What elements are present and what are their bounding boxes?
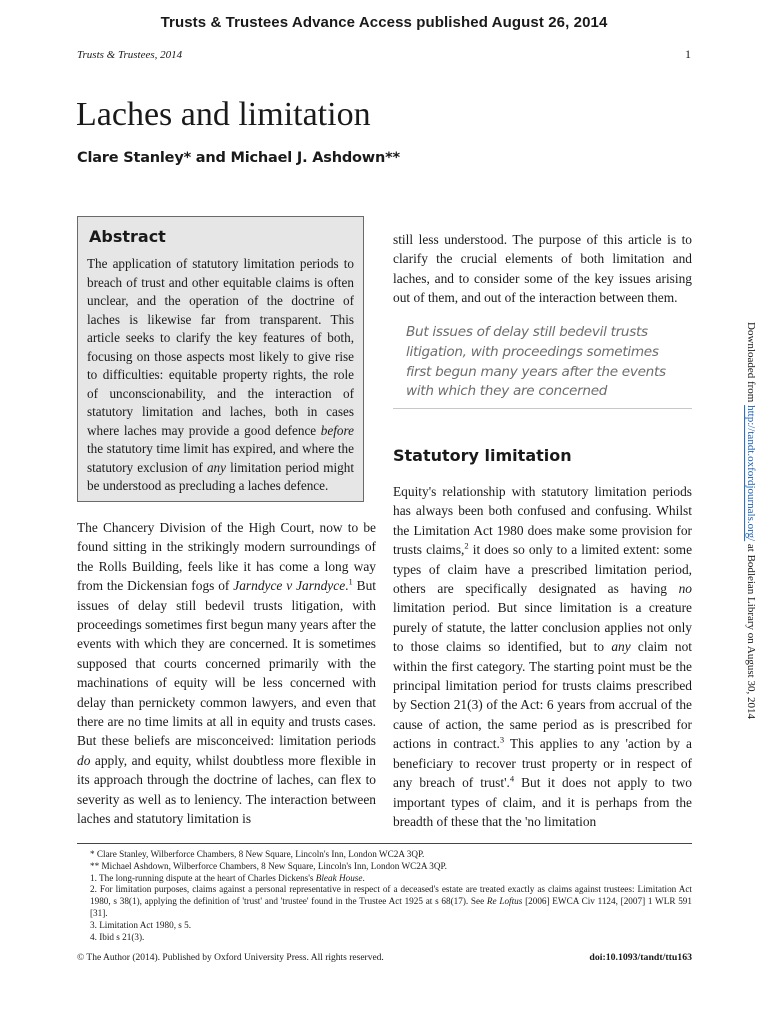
footnote-text: .	[362, 872, 365, 883]
footnote-ref-4[interactable]: 4	[509, 773, 515, 784]
footnote-ref-2[interactable]: 2	[464, 540, 469, 551]
body-text: apply, and equity, whilst doubtless more flexible in its approach through the doctrine of laches, can flex to severity as well as to leniency. The interaction between laches and statutory limitation is	[77, 752, 376, 827]
journal-year: , 2014	[154, 49, 183, 61]
pull-quote	[393, 315, 692, 409]
footnote-1	[77, 873, 692, 885]
footnote-text: [2006] EWCA Civ 1124, [2007] 1 WLR 591 [31].	[90, 896, 692, 918]
footnote-ref-3[interactable]: 3	[499, 734, 505, 745]
body-right-column	[393, 482, 692, 831]
abstract-heading: Abstract	[89, 227, 166, 246]
abstract-box	[77, 216, 364, 502]
abstract-emphasis: any	[206, 459, 226, 475]
pull-quote-text: But issues of delay still bedevil trusts litigation, with proceedings sometimes first begun many years after the events with which they are concerned	[406, 324, 666, 400]
footnote-ref-1[interactable]: 1	[348, 576, 353, 587]
running-head	[77, 49, 182, 61]
abstract-text-part: The application of statutory limitation periods to breach of trust and other equitable claims is often unclear, and the operation of the doctrine of laches is likewise far from transparent. This article seeks to clarify the key features of both, focusing on those aspects most likely to give rise to difficulties: equitable property rights, the role of unconscionability, and the interaction of statutory limitation and laches, both in cases where laches may provide a good defence	[87, 256, 354, 438]
body-text: But it does not apply to two important types of claim, and it is perhaps from the breadth of these that the 'no limitation	[393, 775, 692, 829]
article-authors: Clare Stanley* and Michael J. Ashdown**	[77, 150, 400, 166]
body-text: limitation period. But since limitation is a creature purely of statute, the latter conclusion applies not only to those claims so identified, but to	[393, 600, 692, 655]
footnote-title: Bleak House	[315, 872, 363, 883]
article-title: Laches and limitation	[76, 96, 371, 133]
footnotes	[77, 849, 692, 943]
body-text: it does so only to a limited extent: some types of claim have a prescribed limitation period, others are specifically designated as having	[393, 542, 693, 597]
footnote-3: 3. Limitation Act 1980, s 5.	[90, 919, 192, 930]
case-name: Jarndyce v Jarndyce	[233, 578, 346, 594]
journal-link[interactable]: http://tandt.oxfordjournals.org/	[745, 405, 757, 542]
abstract-text-part: limitation period might be understood as precluding a laches defence.	[87, 459, 354, 493]
body-emphasis: do	[77, 752, 91, 768]
footnote-author-2: ** Michael Ashdown, Wilberforce Chambers, 8 New Square, Lincoln's Inn, London WC2A 3QP.	[90, 860, 447, 871]
footnote-text: 1. The long-running dispute at the heart of Charles Dickens's	[90, 872, 316, 883]
body-right-column-top: still less understood. The purpose of this article is to clarify the crucial elements of both limitation and laches, and to consider some of the key issues arising out of them, and out of the interaction between them.	[393, 232, 692, 306]
footnote-4: 4. Ibid s 21(3).	[90, 931, 145, 942]
body-text: claim not within the first category. The starting point must be the principal limitation period for trusts claims prescribed by Section 21(3) of the Act: 6 years from accrual of the cause of action, the same period as is prescribed for actions in contract.	[393, 639, 692, 752]
footnote-2	[77, 884, 692, 919]
doi-label[interactable]: doi:10.1093/tandt/ttu163	[589, 952, 692, 963]
footnote-text: 2. For limitation purposes, claims against a personal representative in respect of a deceased's estate are treated exactly as claims against trustees: Limitation Act 1980, s 38(1), applying the definition of 'trust' and 'trustee' found in the Trustee Act 1925 at s 68(17). See	[90, 884, 692, 907]
download-note-prefix: Downloaded from	[745, 322, 757, 406]
page-number: 1	[685, 47, 691, 61]
body-left-column	[77, 518, 376, 829]
body-text: Equity's relationship with statutory limitation periods has always been both confused and confusing. Whilst the Limitation Act 1980 does make some provision for trusts claims,	[393, 484, 692, 558]
body-text: But issues of delay still bedevil trusts litigation, with proceedings sometimes first begun many years after the events with which they are concerned. It is sometimes supposed that courts concerned primarily with the machinations of equity will be less concerned with delay than pernickety common lawyers, and even that there are no time limits at all in equity and trusts cases. But these beliefs are misconceived: limitation periods	[77, 578, 376, 749]
body-emphasis: no	[678, 581, 692, 597]
footnote-divider	[77, 843, 692, 844]
download-note-suffix: at Bodleian Library on August 30, 2014	[745, 541, 757, 719]
abstract-emphasis: before	[320, 422, 354, 438]
copyright-notice: © The Author (2014). Published by Oxford University Press. All rights reserved.	[77, 953, 384, 963]
footnote-case-name: Re Loftus	[486, 896, 523, 907]
section-heading: Statutory limitation	[393, 446, 572, 465]
abstract-text	[87, 255, 354, 496]
body-text: .	[345, 578, 349, 594]
body-text: This applies to any 'action by a beneficiary to recover trust property or in respect of any breach of trust'.	[393, 736, 692, 791]
abstract-text-part: the statutory time limit has expired, and where the statutory exclusion of	[87, 441, 354, 475]
advance-access-banner: Trusts & Trustees Advance Access published August 26, 2014	[160, 14, 608, 31]
footnote-author-1: * Clare Stanley, Wilberforce Chambers, 8 New Square, Lincoln's Inn, London WC2A 3QP.	[90, 849, 425, 859]
body-text: The Chancery Division of the High Court, now to be found sitting in the strikingly modern surroundings of the Rolls Building, feels like it has come a long way from the Dickensian fogs of	[77, 520, 376, 594]
journal-name: Trusts & Trustees	[77, 49, 155, 61]
body-emphasis: any	[611, 639, 631, 655]
download-note	[744, 322, 758, 719]
